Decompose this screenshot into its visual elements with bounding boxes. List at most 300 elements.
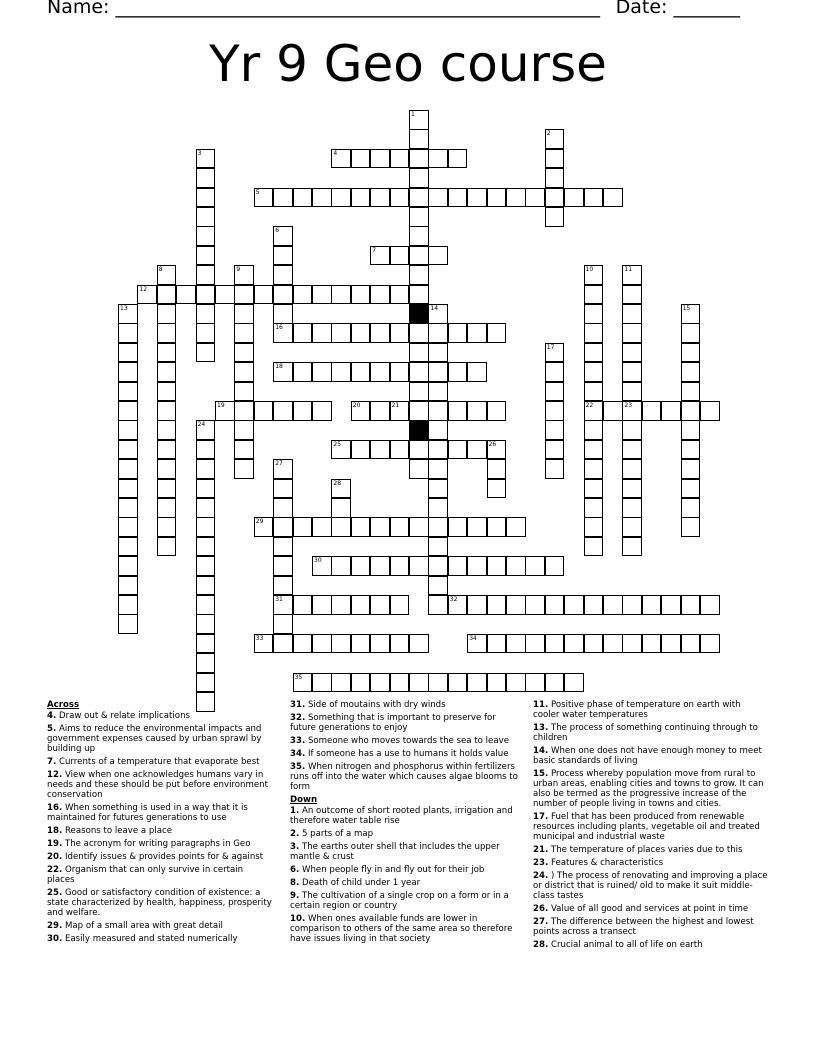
- grid-cell[interactable]: [254, 285, 274, 305]
- grid-cell[interactable]: [428, 479, 448, 499]
- grid-cell[interactable]: [409, 188, 429, 208]
- grid-cell[interactable]: [370, 634, 390, 654]
- grid-cell[interactable]: [118, 304, 138, 324]
- grid-cell[interactable]: [273, 614, 293, 634]
- grid-cell[interactable]: [545, 420, 565, 440]
- grid-cell[interactable]: [331, 634, 351, 654]
- grid-cell[interactable]: [409, 168, 429, 188]
- grid-cell[interactable]: [506, 634, 526, 654]
- grid-cell[interactable]: [118, 479, 138, 499]
- grid-cell[interactable]: [467, 673, 487, 693]
- grid-cell[interactable]: [234, 401, 254, 421]
- grid-cell[interactable]: [622, 537, 642, 557]
- grid-cell[interactable]: [622, 401, 642, 421]
- grid-cell[interactable]: [448, 401, 468, 421]
- grid-cell[interactable]: [467, 595, 487, 615]
- grid-cell[interactable]: [428, 459, 448, 479]
- grid-cell[interactable]: [331, 188, 351, 208]
- grid-cell[interactable]: [157, 537, 177, 557]
- grid-cell[interactable]: [506, 595, 526, 615]
- grid-cell[interactable]: [487, 440, 507, 460]
- grid-cell[interactable]: [681, 343, 701, 363]
- grid-cell[interactable]: [390, 634, 410, 654]
- grid-cell[interactable]: [467, 362, 487, 382]
- grid-cell[interactable]: [409, 226, 429, 246]
- grid-cell[interactable]: [118, 420, 138, 440]
- grid-cell[interactable]: [273, 226, 293, 246]
- grid-cell[interactable]: [215, 401, 235, 421]
- grid-cell[interactable]: [370, 595, 390, 615]
- grid-cell[interactable]: [370, 673, 390, 693]
- grid-cell[interactable]: [273, 595, 293, 615]
- grid-cell[interactable]: [273, 304, 293, 324]
- grid-cell[interactable]: [506, 673, 526, 693]
- grid-cell[interactable]: [331, 440, 351, 460]
- grid-cell[interactable]: [622, 265, 642, 285]
- grid-cell[interactable]: [273, 246, 293, 266]
- name-field[interactable]: Name: ___________________________________________________: [47, 0, 600, 18]
- grid-cell[interactable]: [622, 517, 642, 537]
- grid-cell[interactable]: [390, 285, 410, 305]
- grid-cell[interactable]: [409, 673, 429, 693]
- grid-cell[interactable]: [370, 285, 390, 305]
- grid-cell[interactable]: [312, 673, 332, 693]
- grid-cell[interactable]: [525, 188, 545, 208]
- grid-cell[interactable]: [196, 323, 216, 343]
- grid-cell[interactable]: [584, 517, 604, 537]
- grid-cell[interactable]: [196, 459, 216, 479]
- grid-cell[interactable]: [545, 673, 565, 693]
- grid-cell[interactable]: [467, 401, 487, 421]
- grid-cell[interactable]: [118, 459, 138, 479]
- grid-cell[interactable]: [428, 440, 448, 460]
- grid-cell[interactable]: [545, 343, 565, 363]
- grid-cell[interactable]: [584, 459, 604, 479]
- grid-cell[interactable]: [448, 440, 468, 460]
- grid-cell[interactable]: [196, 673, 216, 693]
- grid-cell[interactable]: [254, 634, 274, 654]
- grid-cell[interactable]: [293, 634, 313, 654]
- grid-cell[interactable]: [157, 420, 177, 440]
- grid-cell[interactable]: [351, 149, 371, 169]
- grid-cell[interactable]: [234, 459, 254, 479]
- grid-cell[interactable]: [584, 265, 604, 285]
- grid-cell[interactable]: [681, 479, 701, 499]
- grid-cell[interactable]: [370, 149, 390, 169]
- grid-cell[interactable]: [428, 149, 448, 169]
- grid-cell[interactable]: [331, 479, 351, 499]
- grid-cell[interactable]: [642, 595, 662, 615]
- grid-cell[interactable]: [545, 459, 565, 479]
- grid-cell[interactable]: [331, 595, 351, 615]
- grid-cell[interactable]: [196, 595, 216, 615]
- grid-cell[interactable]: [584, 343, 604, 363]
- grid-cell[interactable]: [448, 673, 468, 693]
- grid-cell[interactable]: [428, 246, 448, 266]
- grid-cell[interactable]: [487, 517, 507, 537]
- grid-cell[interactable]: [390, 595, 410, 615]
- grid-cell[interactable]: [196, 614, 216, 634]
- grid-cell[interactable]: [700, 634, 720, 654]
- grid-cell[interactable]: [273, 285, 293, 305]
- grid-cell[interactable]: [118, 323, 138, 343]
- grid-cell[interactable]: [273, 459, 293, 479]
- grid-cell[interactable]: [234, 420, 254, 440]
- grid-cell[interactable]: [409, 265, 429, 285]
- grid-cell[interactable]: [545, 168, 565, 188]
- grid-cell[interactable]: [487, 634, 507, 654]
- grid-cell[interactable]: [681, 323, 701, 343]
- grid-cell[interactable]: [293, 595, 313, 615]
- grid-cell[interactable]: [312, 595, 332, 615]
- grid-cell[interactable]: [409, 149, 429, 169]
- grid-cell[interactable]: [331, 285, 351, 305]
- grid-cell[interactable]: [293, 401, 313, 421]
- grid-cell[interactable]: [370, 188, 390, 208]
- grid-cell[interactable]: [293, 673, 313, 693]
- grid-cell[interactable]: [681, 304, 701, 324]
- grid-cell[interactable]: [428, 537, 448, 557]
- grid-cell[interactable]: [467, 556, 487, 576]
- grid-cell[interactable]: [351, 323, 371, 343]
- grid-cell[interactable]: [622, 323, 642, 343]
- grid-cell[interactable]: [525, 595, 545, 615]
- grid-cell[interactable]: [331, 556, 351, 576]
- grid-cell[interactable]: [603, 595, 623, 615]
- grid-cell[interactable]: [370, 246, 390, 266]
- grid-cell[interactable]: [545, 401, 565, 421]
- grid-cell[interactable]: [196, 343, 216, 363]
- grid-cell[interactable]: [196, 517, 216, 537]
- grid-cell[interactable]: [584, 323, 604, 343]
- grid-cell[interactable]: [448, 323, 468, 343]
- grid-cell[interactable]: [390, 673, 410, 693]
- grid-cell[interactable]: [293, 323, 313, 343]
- grid-cell[interactable]: [428, 576, 448, 596]
- grid-cell[interactable]: [390, 246, 410, 266]
- grid-cell[interactable]: [506, 556, 526, 576]
- grid-cell[interactable]: [681, 595, 701, 615]
- grid-cell[interactable]: [448, 362, 468, 382]
- grid-cell[interactable]: [331, 517, 351, 537]
- grid-cell[interactable]: [196, 149, 216, 169]
- grid-cell[interactable]: [331, 673, 351, 693]
- grid-cell[interactable]: [428, 420, 448, 440]
- grid-cell[interactable]: [312, 188, 332, 208]
- grid-cell[interactable]: [487, 401, 507, 421]
- grid-cell[interactable]: [700, 595, 720, 615]
- grid-cell[interactable]: [545, 149, 565, 169]
- grid-cell[interactable]: [428, 556, 448, 576]
- grid-cell[interactable]: [428, 498, 448, 518]
- grid-cell[interactable]: [196, 556, 216, 576]
- grid-cell[interactable]: [409, 362, 429, 382]
- grid-cell[interactable]: [584, 420, 604, 440]
- grid-cell[interactable]: [254, 517, 274, 537]
- grid-cell[interactable]: [448, 595, 468, 615]
- grid-cell[interactable]: [157, 323, 177, 343]
- grid-cell[interactable]: [545, 440, 565, 460]
- grid-cell[interactable]: [390, 362, 410, 382]
- grid-cell[interactable]: [331, 362, 351, 382]
- grid-cell[interactable]: [622, 382, 642, 402]
- grid-cell[interactable]: [390, 440, 410, 460]
- grid-cell[interactable]: [409, 401, 429, 421]
- grid-cell[interactable]: [622, 459, 642, 479]
- grid-cell[interactable]: [467, 517, 487, 537]
- grid-cell[interactable]: [390, 188, 410, 208]
- grid-cell[interactable]: [525, 634, 545, 654]
- grid-cell[interactable]: [196, 226, 216, 246]
- grid-cell[interactable]: [273, 498, 293, 518]
- grid-cell[interactable]: [293, 362, 313, 382]
- grid-cell[interactable]: [390, 401, 410, 421]
- grid-cell[interactable]: [622, 362, 642, 382]
- grid-cell[interactable]: [118, 343, 138, 363]
- grid-cell[interactable]: [448, 556, 468, 576]
- grid-cell[interactable]: [196, 634, 216, 654]
- grid-cell[interactable]: [273, 188, 293, 208]
- grid-cell[interactable]: [428, 304, 448, 324]
- grid-cell[interactable]: [351, 285, 371, 305]
- grid-cell[interactable]: [331, 498, 351, 518]
- grid-cell[interactable]: [681, 498, 701, 518]
- grid-cell[interactable]: [118, 614, 138, 634]
- grid-cell[interactable]: [196, 207, 216, 227]
- grid-cell[interactable]: [584, 362, 604, 382]
- grid-cell[interactable]: [564, 595, 584, 615]
- grid-cell[interactable]: [312, 401, 332, 421]
- grid-cell[interactable]: [370, 440, 390, 460]
- grid-cell[interactable]: [448, 517, 468, 537]
- grid-cell[interactable]: [157, 382, 177, 402]
- grid-cell[interactable]: [584, 595, 604, 615]
- grid-cell[interactable]: [448, 149, 468, 169]
- grid-cell[interactable]: [196, 576, 216, 596]
- grid-cell[interactable]: [351, 440, 371, 460]
- grid-cell[interactable]: [118, 537, 138, 557]
- grid-cell[interactable]: [428, 595, 448, 615]
- grid-cell[interactable]: [681, 401, 701, 421]
- grid-cell[interactable]: [157, 265, 177, 285]
- grid-cell[interactable]: [196, 285, 216, 305]
- grid-cell[interactable]: [467, 188, 487, 208]
- grid-cell[interactable]: [351, 634, 371, 654]
- grid-cell[interactable]: [409, 323, 429, 343]
- grid-cell[interactable]: [564, 188, 584, 208]
- grid-cell[interactable]: [487, 673, 507, 693]
- grid-cell[interactable]: [487, 595, 507, 615]
- grid-cell[interactable]: [157, 401, 177, 421]
- grid-cell[interactable]: [157, 440, 177, 460]
- grid-cell[interactable]: [487, 556, 507, 576]
- grid-cell[interactable]: [409, 129, 429, 149]
- grid-cell[interactable]: [506, 188, 526, 208]
- grid-cell[interactable]: [390, 556, 410, 576]
- grid-cell[interactable]: [428, 401, 448, 421]
- grid-cell[interactable]: [157, 343, 177, 363]
- grid-cell[interactable]: [312, 634, 332, 654]
- grid-cell[interactable]: [137, 285, 157, 305]
- grid-cell[interactable]: [351, 401, 371, 421]
- date-field[interactable]: Date: _______: [615, 0, 740, 18]
- grid-cell[interactable]: [409, 246, 429, 266]
- grid-cell[interactable]: [467, 323, 487, 343]
- grid-cell[interactable]: [622, 343, 642, 363]
- grid-cell[interactable]: [234, 304, 254, 324]
- grid-cell[interactable]: [118, 362, 138, 382]
- grid-cell[interactable]: [196, 265, 216, 285]
- grid-cell[interactable]: [370, 323, 390, 343]
- grid-cell[interactable]: [273, 556, 293, 576]
- grid-cell[interactable]: [118, 576, 138, 596]
- grid-cell[interactable]: [409, 459, 429, 479]
- grid-cell[interactable]: [622, 498, 642, 518]
- grid-cell[interactable]: [584, 382, 604, 402]
- grid-cell[interactable]: [622, 285, 642, 305]
- grid-cell[interactable]: [196, 498, 216, 518]
- grid-cell[interactable]: [409, 634, 429, 654]
- grid-cell[interactable]: [157, 459, 177, 479]
- grid-cell[interactable]: [254, 401, 274, 421]
- grid-cell[interactable]: [293, 285, 313, 305]
- grid-cell[interactable]: [428, 362, 448, 382]
- grid-cell[interactable]: [293, 188, 313, 208]
- grid-cell[interactable]: [525, 556, 545, 576]
- grid-cell[interactable]: [467, 634, 487, 654]
- grid-cell[interactable]: [661, 401, 681, 421]
- grid-cell[interactable]: [545, 129, 565, 149]
- grid-cell[interactable]: [603, 188, 623, 208]
- grid-cell[interactable]: [603, 634, 623, 654]
- grid-cell[interactable]: [487, 323, 507, 343]
- grid-cell[interactable]: [196, 420, 216, 440]
- grid-cell[interactable]: [409, 440, 429, 460]
- grid-cell[interactable]: [584, 188, 604, 208]
- grid-cell[interactable]: [545, 595, 565, 615]
- grid-cell[interactable]: [157, 362, 177, 382]
- grid-cell[interactable]: [331, 149, 351, 169]
- grid-cell[interactable]: [584, 498, 604, 518]
- grid-cell[interactable]: [118, 382, 138, 402]
- grid-cell[interactable]: [681, 420, 701, 440]
- grid-cell[interactable]: [428, 343, 448, 363]
- grid-cell[interactable]: [681, 634, 701, 654]
- grid-cell[interactable]: [409, 207, 429, 227]
- grid-cell[interactable]: [487, 479, 507, 499]
- grid-cell[interactable]: [622, 420, 642, 440]
- grid-cell[interactable]: [312, 285, 332, 305]
- grid-cell[interactable]: [545, 188, 565, 208]
- grid-cell[interactable]: [700, 401, 720, 421]
- grid-cell[interactable]: [215, 285, 235, 305]
- grid-cell[interactable]: [390, 517, 410, 537]
- grid-cell[interactable]: [157, 498, 177, 518]
- grid-cell[interactable]: [622, 440, 642, 460]
- grid-cell[interactable]: [390, 323, 410, 343]
- grid-cell[interactable]: [273, 401, 293, 421]
- grid-cell[interactable]: [584, 401, 604, 421]
- grid-cell[interactable]: [234, 265, 254, 285]
- grid-cell[interactable]: [157, 517, 177, 537]
- grid-cell[interactable]: [622, 595, 642, 615]
- grid-cell[interactable]: [118, 440, 138, 460]
- grid-cell[interactable]: [545, 207, 565, 227]
- grid-cell[interactable]: [409, 556, 429, 576]
- grid-cell[interactable]: [273, 362, 293, 382]
- grid-cell[interactable]: [234, 323, 254, 343]
- grid-cell[interactable]: [234, 343, 254, 363]
- grid-cell[interactable]: [351, 362, 371, 382]
- grid-cell[interactable]: [157, 479, 177, 499]
- grid-cell[interactable]: [234, 440, 254, 460]
- grid-cell[interactable]: [118, 595, 138, 615]
- grid-cell[interactable]: [428, 188, 448, 208]
- grid-cell[interactable]: [370, 401, 390, 421]
- grid-cell[interactable]: [681, 459, 701, 479]
- grid-cell[interactable]: [351, 673, 371, 693]
- grid-cell[interactable]: [545, 382, 565, 402]
- grid-cell[interactable]: [312, 517, 332, 537]
- grid-cell[interactable]: [681, 362, 701, 382]
- grid-cell[interactable]: [118, 556, 138, 576]
- grid-cell[interactable]: [273, 479, 293, 499]
- grid-cell[interactable]: [428, 673, 448, 693]
- grid-cell[interactable]: [409, 382, 429, 402]
- grid-cell[interactable]: [642, 634, 662, 654]
- grid-cell[interactable]: [681, 517, 701, 537]
- grid-cell[interactable]: [351, 188, 371, 208]
- grid-cell[interactable]: [196, 168, 216, 188]
- grid-cell[interactable]: [234, 382, 254, 402]
- grid-cell[interactable]: [273, 634, 293, 654]
- grid-cell[interactable]: [390, 149, 410, 169]
- grid-cell[interactable]: [584, 634, 604, 654]
- grid-cell[interactable]: [545, 556, 565, 576]
- grid-cell[interactable]: [234, 285, 254, 305]
- grid-cell[interactable]: [584, 537, 604, 557]
- grid-cell[interactable]: [409, 343, 429, 363]
- grid-cell[interactable]: [273, 576, 293, 596]
- grid-cell[interactable]: [118, 401, 138, 421]
- grid-cell[interactable]: [331, 323, 351, 343]
- grid-cell[interactable]: [622, 634, 642, 654]
- grid-cell[interactable]: [118, 517, 138, 537]
- grid-cell[interactable]: [176, 285, 196, 305]
- grid-cell[interactable]: [448, 188, 468, 208]
- grid-cell[interactable]: [351, 595, 371, 615]
- grid-cell[interactable]: [661, 634, 681, 654]
- grid-cell[interactable]: [409, 285, 429, 305]
- grid-cell[interactable]: [370, 362, 390, 382]
- grid-cell[interactable]: [622, 479, 642, 499]
- grid-cell[interactable]: [564, 634, 584, 654]
- grid-cell[interactable]: [642, 401, 662, 421]
- grid-cell[interactable]: [370, 517, 390, 537]
- grid-cell[interactable]: [273, 323, 293, 343]
- grid-cell[interactable]: [525, 673, 545, 693]
- grid-cell[interactable]: [409, 110, 429, 130]
- grid-cell[interactable]: [293, 517, 313, 537]
- grid-cell[interactable]: [681, 382, 701, 402]
- grid-cell[interactable]: [428, 382, 448, 402]
- grid-cell[interactable]: [196, 440, 216, 460]
- grid-cell[interactable]: [157, 285, 177, 305]
- grid-cell[interactable]: [622, 304, 642, 324]
- grid-cell[interactable]: [545, 634, 565, 654]
- grid-cell[interactable]: [584, 479, 604, 499]
- grid-cell[interactable]: [487, 459, 507, 479]
